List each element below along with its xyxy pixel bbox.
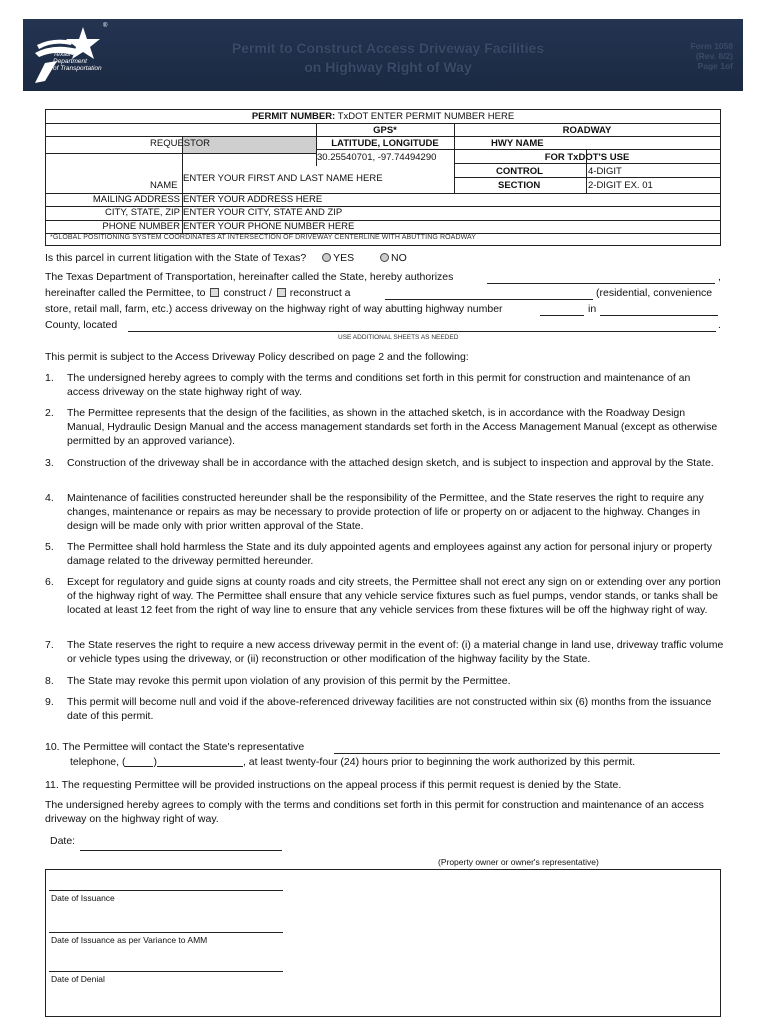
- form-number: Form 1058 (Rev. 8/2) Page 1of: [690, 41, 733, 71]
- date-of-denial-label: Date of Denial: [51, 974, 105, 984]
- form-title: Permit to Construct Access Driveway Facilities on Highway Right of Way: [231, 40, 545, 75]
- city-field[interactable]: ENTER YOUR CITY, STATE AND ZIP: [183, 207, 343, 218]
- litigation-yes-radio[interactable]: [322, 253, 331, 262]
- hwy-name-label: HWY NAME: [491, 138, 544, 149]
- gps-note: *GLOBAL POSITIONING SYSTEM COORDINATES AT INTERSECTION OF DRIVEWAY CENTERLINE WITH ABUTTING ROADWAY: [50, 234, 477, 241]
- latlong-label: LATITUDE, LONGITUDE: [331, 138, 439, 149]
- driveway-type-field[interactable]: [385, 299, 593, 300]
- telephone-line: telephone, ( ) , at least twenty-four (24) hours prior to beginning the work authorized by this permit.: [70, 756, 636, 768]
- permittee-name-field[interactable]: [487, 283, 715, 284]
- registered-mark: ®: [103, 23, 108, 29]
- city-label: CITY, STATE, ZIP: [105, 207, 180, 218]
- mailing-field[interactable]: ENTER YOUR ADDRESS HERE: [183, 194, 323, 205]
- reconstruct-checkbox[interactable]: [277, 288, 286, 297]
- name-field[interactable]: ENTER YOUR FIRST AND LAST NAME HERE: [183, 173, 383, 184]
- condition-item: 3. Construction of the driveway shall be in accordance with the attached design sketch, and is subject to inspection and approval by the State.: [45, 457, 714, 469]
- section-field[interactable]: 2-DIGIT EX. 01: [588, 180, 653, 191]
- phone-field[interactable]: ENTER YOUR PHONE NUMBER HERE: [183, 221, 355, 232]
- date-field[interactable]: [80, 850, 282, 851]
- txdot-use-box: [45, 869, 721, 1017]
- condition-item: 2. The Permittee represents that the design of the facilities, as shown in the attached sketch, is in accordance with the Roadway Design Manual, Hydraulic Design Manual and the access management standards set forth in the Access Management Manual (except as otherwise permitted by an approved variance).: [45, 407, 718, 447]
- gps-label: GPS*: [373, 125, 397, 136]
- permit-info-table: [45, 109, 721, 246]
- located-line: County, located: [45, 319, 118, 331]
- logo-text: Texas Department of Transportation: [53, 51, 102, 72]
- location-field[interactable]: [128, 331, 716, 332]
- area-code-field[interactable]: [125, 756, 153, 767]
- control-field[interactable]: 4-DIGIT: [588, 166, 622, 177]
- condition-item: 8. The State may revoke this permit upon violation of any provision of this permit by the Permittee.: [45, 675, 511, 687]
- date-label: Date:: [50, 835, 76, 847]
- state-representative-field[interactable]: [334, 753, 720, 754]
- requestor-label: REQUESTOR: [150, 138, 211, 149]
- condition-item: 7. The State reserves the right to require a new access driveway permit in the event of: (i) a material change in land use, driveway traffic volume or vehicle types using the driveway, or (ii) reconstruction or other modification of the highway facility by the State.: [45, 639, 724, 665]
- condition-item: 5. The Permittee shall hold harmless the State and its duly appointed agents and employees against any action for personal injury or property damage related to the driveway permitted hereunder.: [45, 541, 712, 567]
- section-label: SECTION: [498, 180, 541, 191]
- condition-item: 9. This permit will become null and void if the above-referenced driveway facilities are not constructed within six (6) months from the issuance date of this permit.: [45, 696, 712, 722]
- subject-to-line: This permit is subject to the Access Driveway Policy described on page 2 and the following:: [45, 351, 469, 363]
- control-label: CONTROL: [496, 166, 543, 177]
- condition-item: 6. Except for regulatory and guide signs at county roads and city streets, the Permittee shall not erect any sign on or extending over any portion of the highway right of way. The Permittee shall ensure that any vehicle service fixtures such as fuel pumps, vendor stands, or tanks shall be located at least 12 feet from the right of way line to ensure that any vehicle services from these fixtures will be off the highway right of way.: [45, 576, 721, 616]
- litigation-question: Is this parcel in current litigation with the State of Texas? YES NO: [45, 252, 407, 264]
- condition-item: 1. The undersigned hereby agrees to comply with the terms and conditions set forth in this permit for construction and maintenance of an access driveway on the state highway right of way.: [45, 372, 691, 398]
- condition-11: 11. The requesting Permittee will be provided instructions on the appeal process if this permit request is denied by the State.: [45, 779, 622, 791]
- mailing-label: MAILING ADDRESS: [92, 194, 180, 205]
- authorizes-line: The Texas Department of Transportation, hereinafter called the State, hereby authorizes: [45, 271, 454, 283]
- construct-line: hereinafter called the Permittee, to construct / reconstruct a: [45, 287, 351, 299]
- construct-checkbox[interactable]: [210, 288, 219, 297]
- additional-sheets-note: USE ADDITIONAL SHEETS AS NEEDED: [338, 334, 459, 341]
- roadway-label: ROADWAY: [562, 125, 612, 136]
- condition-item: 4. Maintenance of facilities constructed hereunder shall be the responsibility of the Permittee, and the State reserves the right to require any changes, maintenance or repairs as may be necessary to provide protection of life or property on or adjacent to the highway. Changes in design will be made only with prior written approval of the State.: [45, 492, 704, 532]
- highway-number-line: store, retail mall, farm, etc.) access driveway on the highway right of way abutting highway number: [45, 303, 503, 315]
- highway-number-field[interactable]: [540, 315, 584, 316]
- agreement-text: The undersigned hereby agrees to comply with the terms and conditions set forth in this permit for construction and maintenance of an access driveway on the highway right of way.: [45, 799, 704, 825]
- for-txdot-label: FOR TxDOT'S USE: [544, 152, 630, 163]
- owner-signature-label: (Property owner or owner's representative): [438, 857, 599, 867]
- permit-number: PERMIT NUMBER: TxDOT ENTER PERMIT NUMBER HERE: [251, 111, 515, 122]
- telephone-field[interactable]: [157, 756, 243, 767]
- latlong-field[interactable]: 30.25540701, -97.74494290: [317, 152, 437, 163]
- date-of-issuance-label: Date of Issuance: [51, 893, 115, 903]
- phone-label: PHONE NUMBER: [102, 221, 180, 232]
- name-label: NAME: [150, 180, 178, 191]
- header-banner: [23, 19, 743, 91]
- condition-10: 10. The Permittee will contact the State's representative: [45, 741, 305, 753]
- permit-number-field[interactable]: TxDOT ENTER PERMIT NUMBER HERE: [337, 111, 515, 122]
- county-field[interactable]: [600, 315, 718, 316]
- litigation-no-radio[interactable]: [380, 253, 389, 262]
- date-of-variance-label: Date of Issuance as per Variance to AMM: [51, 935, 208, 945]
